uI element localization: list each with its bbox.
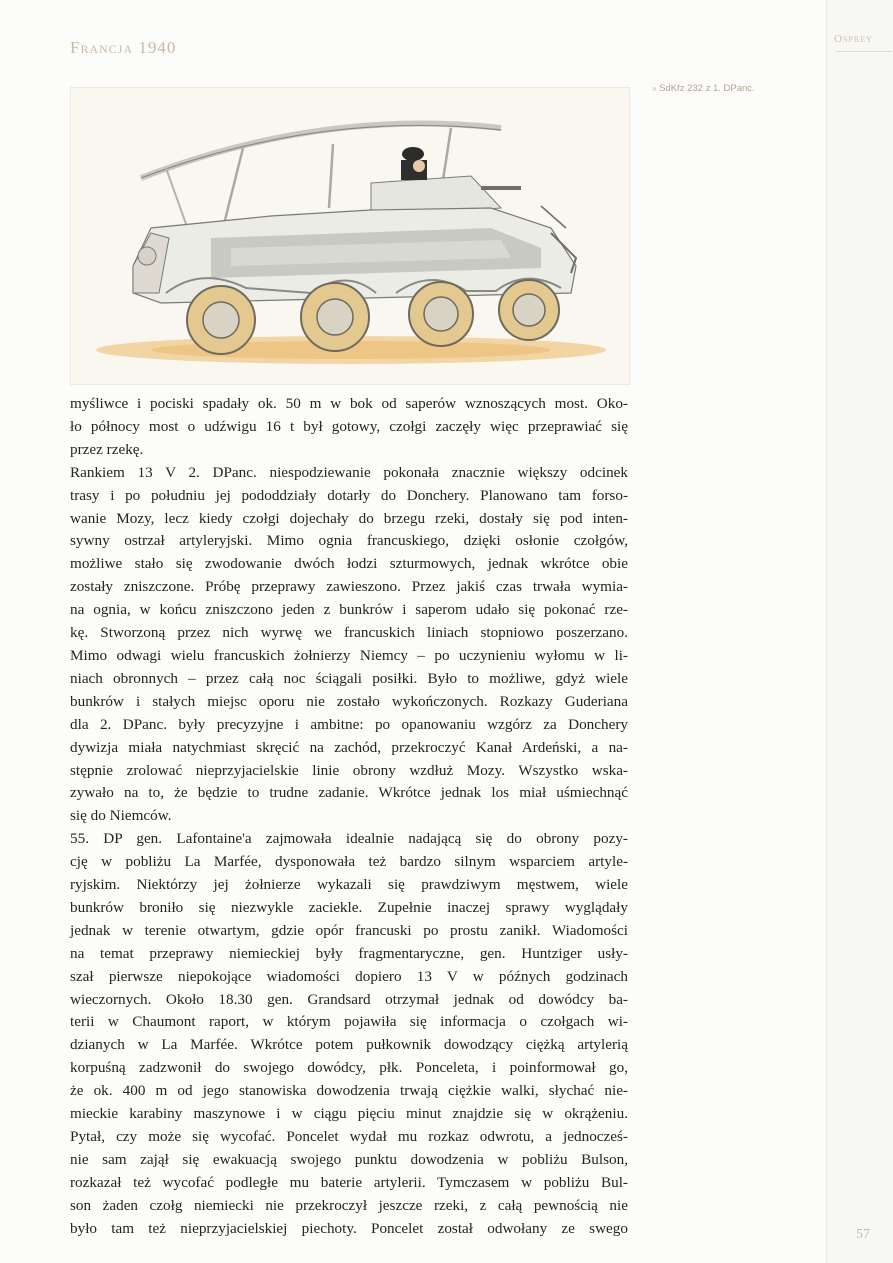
outer-margin-column — [826, 0, 893, 1263]
text-line: możliwe stało się zwodowanie dwóch łodzi szturmowych, jednak wkrótce obie — [70, 555, 628, 573]
caption-text: SdKfz 232 z 1. DPanc. — [659, 83, 755, 94]
text-line: wieczornych. Około 18.30 gen. Grandsard otrzymał jednak od dowódcy ba- — [70, 990, 628, 1008]
text-line: niach obronnych – przez całą noc ściągali posiłki. Było to możliwe, gdyż wiele — [70, 669, 628, 687]
armored-car-illustration — [70, 87, 630, 385]
text-line: Mimo odwagi wielu francuskich żołnierzy Niemcy – po uczynieniu wyłomu w li- — [70, 646, 628, 664]
armored-car-drawing — [71, 88, 629, 384]
body-text — [70, 393, 628, 1241]
text-line: mieckie karabiny maszynowe i w ciągu pięciu minut znajdzie się w okrążeniu. — [70, 1105, 628, 1123]
text-line: dywizja miała natychmiast skręcić na zachód, przekroczyć Kanał Ardeński, a na- — [70, 738, 628, 756]
running-head: Francja 1940 — [70, 38, 177, 57]
paragraph-1 — [70, 393, 628, 462]
text-line: wanie Mozy, lecz kiedy czołgi dojechały do brzegu rzeki, dostały się pod inten- — [70, 509, 628, 527]
caption-bullet: » — [652, 84, 657, 93]
figure-caption — [652, 83, 755, 94]
text-line: że ok. 400 m od jego stanowiska dowodzenia trwają ciężkie walki, słychać nie- — [70, 1082, 628, 1100]
text-line: zywało na to, że będzie to trudne zadanie. Wkrótce jednak los miał uśmiechnąć — [70, 784, 628, 802]
publisher-logo-underline — [836, 48, 892, 56]
text-line: korpuśną zadzwonił do swojego dowódcy, płk. Ponceleta, i poinformował go, — [70, 1059, 628, 1077]
text-line: ło północy most o udźwigu 16 t był gotowy, czołgi zaczęły więc przeprawiać się — [70, 417, 628, 435]
text-line: na temat przeprawy niemieckiej były fragmentaryczne, gen. Huntziger usły- — [70, 944, 628, 962]
text-line: było tam też nieprzyjacielskiej piechoty. Poncelet został odwołany ze swego — [70, 1219, 628, 1237]
text-line: rozkazał też wycofać podległe mu baterie artylerii. Tymczasem w pobliżu Bul- — [70, 1173, 628, 1191]
publisher-logo: Osprey — [834, 33, 873, 45]
text-line: zostały zniszczone. Próbę przeprawy zawieszono. Przez jakiś czas trwała wymia- — [70, 578, 628, 596]
text-line: kę. Stworzoną przez nich wyrwę we francuskich liniach stopniowo poszerzano. — [70, 624, 628, 642]
text-line: dla 2. DPanc. były precyzyjne i ambitne: po opanowaniu wzgórz za Donchery — [70, 715, 628, 733]
text-line: Pytał, czy może się wycofać. Poncelet wydał mu rozkaz odwrotu, a jednocześ- — [70, 1128, 628, 1145]
text-line: ryjskim. Niektórzy jej żołnierze wykazali się prawdziwym męstwem, wiele — [70, 876, 628, 894]
text-line: bunkrów broniło się niezwykle zaciekle. Zupełnie inaczej sprawy wyglądały — [70, 898, 628, 916]
paragraph-3 — [70, 828, 628, 1240]
text-line: son żaden czołg niemiecki nie przekroczył jeszcze rzeki, z całą pewnością nie — [70, 1196, 628, 1214]
text-line: terii w Chaumont raport, w którym pojawiła się informacja o czołgach wi- — [70, 1013, 628, 1031]
text-line: sywny ostrzał artyleryjski. Mimo ognia francuskiego, dzięki osłonie czołgów, — [70, 532, 628, 550]
text-line: myśliwce i pociski spadały ok. 50 m w bok od saperów wznoszących most. Oko- — [70, 395, 628, 412]
text-line: się do Niemców. — [70, 807, 172, 825]
text-line: Rankiem 13 V 2. DPanc. niespodziewanie pokonała znacznie większy odcinek — [70, 463, 628, 481]
text-line: na ognia, w końcu zniszczono jeden z bunkrów i saperom udało się pokonać rze- — [70, 601, 628, 619]
page-number: 57 — [856, 1227, 870, 1242]
text-line: trasy i po południu jej pododdziały dotarły do Donchery. Planowano tam forso- — [70, 486, 628, 504]
text-line: przez rzekę. — [70, 440, 144, 458]
paragraph-2 — [70, 462, 628, 829]
text-line: jednak w terenie otwartym, gdzie opór francuski po prostu zanikł. Wiadomości — [70, 921, 628, 939]
text-line: stępnie zrolować nieprzyjacielskie linie obrony wzdłuż Mozy. Wszystko wska- — [70, 761, 628, 779]
text-line: nie sam zajął się ewakuacją swojego punktu dowodzenia w pobliżu Bulson, — [70, 1150, 628, 1168]
text-line: dzianych w La Marfée. Wkrótce potem pułkownik dowodzący ciężką artylerią — [70, 1036, 628, 1054]
text-line: cję w pobliżu La Marfée, dysponowała też bardzo silnym wsparciem artyle- — [70, 853, 628, 871]
text-line: 55. DP gen. Lafontaine'a zajmowała idealnie nadającą się do obrony pozy- — [70, 830, 628, 848]
text-line: bunkrów i stałych miejsc oporu nie zostało wykończonych. Rozkazy Guderiana — [70, 692, 628, 710]
text-line: szał pierwsze niepokojące wiadomości dopiero 13 V w późnych godzinach — [70, 967, 628, 985]
